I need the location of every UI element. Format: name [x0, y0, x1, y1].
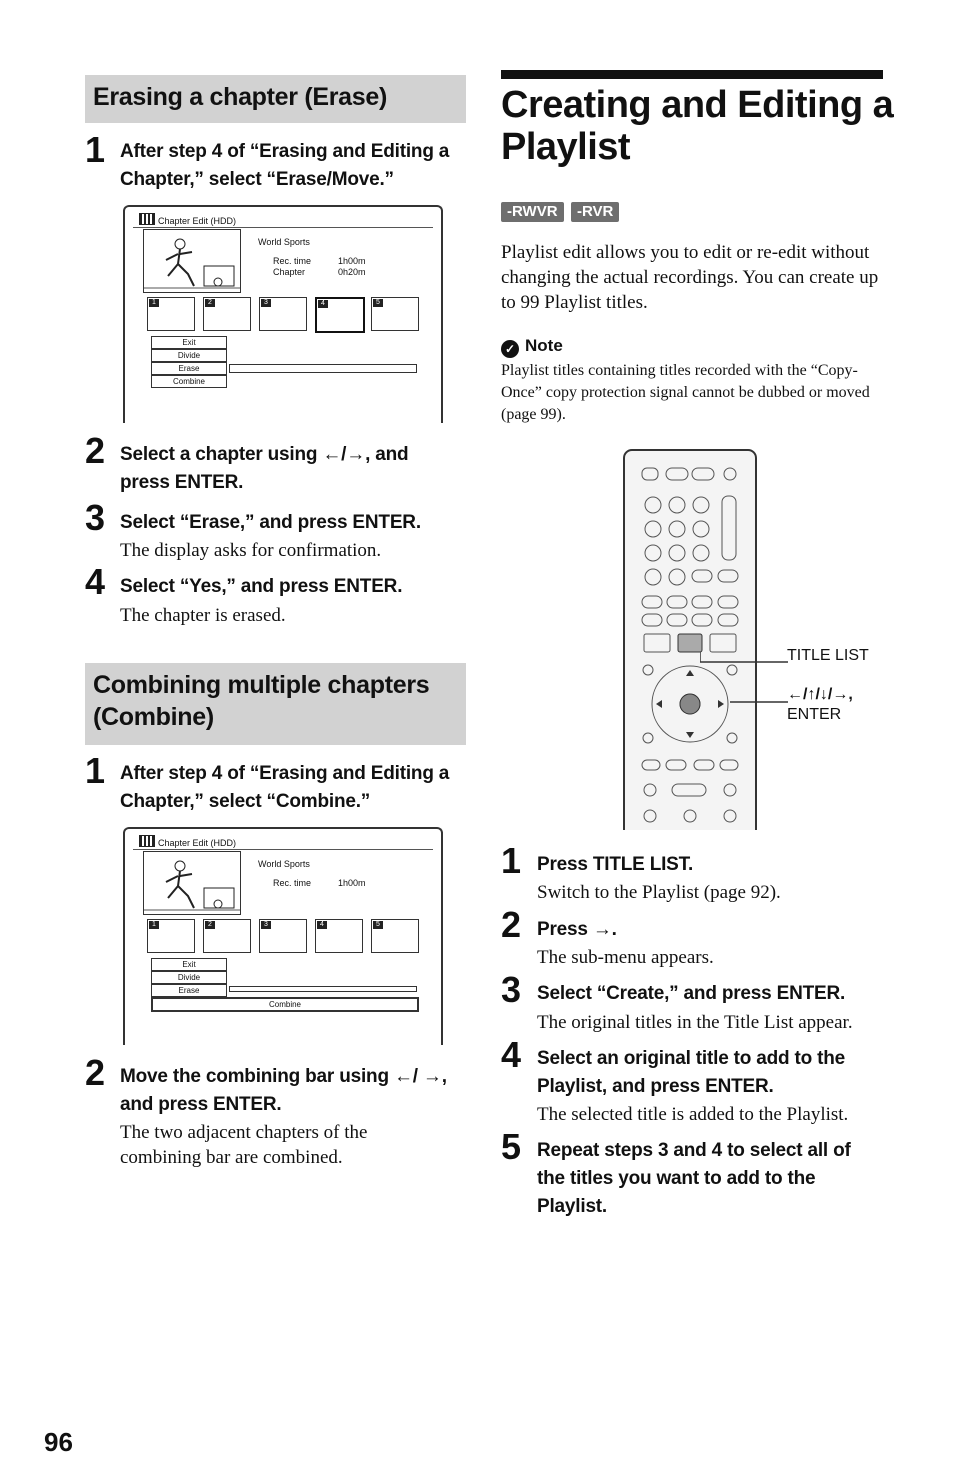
step-number: 3 [85, 497, 106, 538]
screen-title-text: Chapter Edit (HDD) [158, 216, 237, 226]
chapter-label: Chapter [273, 267, 306, 277]
enter-label: ENTER [787, 706, 842, 723]
step-text: Press →. [537, 919, 617, 940]
menu-item-divide[interactable]: Divide [151, 349, 227, 362]
note-heading [501, 335, 563, 358]
menu-item-exit[interactable]: Exit [151, 958, 227, 971]
section-heading-erase [85, 75, 466, 123]
thumb-number: 1 [149, 299, 159, 307]
screen-title [139, 835, 236, 848]
step-text-part: Select a chapter using [120, 444, 318, 465]
chapter-thumbnail[interactable] [371, 919, 419, 953]
thumb-number: 2 [205, 299, 215, 307]
step-text-part: , and press ENTER. [120, 444, 409, 493]
note-text: Playlist titles containing titles recorded with the “Copy-Once” copy protection signal cannot be dubbed or moved (page 99). [501, 362, 870, 423]
step-number: 2 [85, 430, 106, 471]
note-icon: ✓ [501, 340, 519, 358]
chapter-edit-screen [123, 205, 443, 423]
arrows-label: ←/↑/↓/→, [787, 686, 853, 703]
chapter-thumbnail[interactable] [203, 297, 251, 331]
note-label: Note [525, 336, 563, 355]
step-number: 4 [85, 561, 106, 602]
step-text-part: Move the combining bar using ←/ [120, 1066, 418, 1087]
heading-text: Erasing a chapter (Erase) [93, 83, 388, 111]
chapter-thumbnail[interactable] [371, 297, 419, 331]
program-name: World Sports [258, 237, 310, 247]
step-text: After step 4 of “Erasing and Editing a Chapter,” select “Combine.” [120, 763, 450, 812]
step-text [120, 1063, 450, 1119]
title-line: Playlist [501, 126, 631, 168]
step-description: The chapter is erased. [120, 605, 286, 626]
step-number: 2 [85, 1052, 106, 1093]
chapter-value: 0h20m [338, 267, 366, 277]
step-number: 2 [501, 904, 522, 945]
preview-image [143, 229, 241, 293]
step-description: The original titles in the Title List appear. [537, 1012, 853, 1033]
step-number: 4 [501, 1034, 522, 1075]
rec-time-label: Rec. time [273, 256, 312, 266]
step-text-part: →, and press ENTER. [120, 1066, 447, 1115]
chapter-thumbnail[interactable] [147, 297, 195, 331]
page-title [501, 84, 901, 168]
chapter-edit-screen [123, 827, 443, 1045]
title-rule [501, 70, 883, 79]
film-icon [139, 835, 155, 847]
title-line: Creating and Editing a [501, 84, 894, 126]
thumb-number: 4 [318, 300, 328, 308]
menu-item-combine[interactable]: Combine [151, 375, 227, 388]
section-heading-combine [85, 663, 466, 745]
thumb-number: 4 [317, 921, 327, 929]
thumb-number: 5 [373, 921, 383, 929]
step-text [120, 441, 460, 497]
remote-control-illustration [622, 448, 758, 830]
chapter-thumbnail[interactable] [203, 919, 251, 953]
step-description: The display asks for confirmation. [120, 540, 382, 561]
menu-item-erase[interactable]: Erase [151, 362, 227, 375]
chapter-thumbnail[interactable] [259, 919, 307, 953]
step-description: The sub-menu appears. [537, 947, 714, 968]
screen-title [139, 213, 236, 226]
step-number: 5 [501, 1126, 522, 1167]
chapter-bar [229, 364, 417, 373]
combining-bar[interactable] [229, 986, 417, 992]
menu-item-erase[interactable]: Erase [151, 984, 227, 997]
title-list-label: TITLE LIST [787, 647, 869, 664]
rec-time-value: 1h00m [338, 256, 366, 266]
rec-time-value: 1h00m [338, 878, 366, 888]
chapter-thumbnail-selected[interactable] [315, 297, 365, 333]
step-text: Select “Create,” and press ENTER. [537, 983, 846, 1004]
page-number: 96 [44, 1427, 73, 1457]
format-badge-rwvr: -RWVR [501, 202, 564, 222]
menu-item-combine[interactable]: Combine [151, 997, 419, 1012]
step-description: The selected title is added to the Playlist. [537, 1104, 849, 1125]
step-number: 3 [501, 969, 522, 1010]
thumb-number: 3 [261, 921, 271, 929]
menu-item-divide[interactable]: Divide [151, 971, 227, 984]
step-number: 1 [501, 840, 522, 881]
screen-title-text: Chapter Edit (HDD) [158, 838, 237, 848]
step-description: Switch to the Playlist (page 92). [537, 882, 781, 903]
rec-time-label: Rec. time [273, 878, 312, 888]
thumb-number: 2 [205, 921, 215, 929]
thumb-number: 1 [149, 921, 159, 929]
step-text: Repeat steps 3 and 4 to select all of the titles you want to add to the Playlist. [537, 1140, 851, 1217]
step-text: Press TITLE LIST. [537, 854, 694, 875]
step-text: Select “Yes,” and press ENTER. [120, 576, 403, 597]
thumb-number: 5 [373, 299, 383, 307]
heading-text: Combining multiple chapters (Combine) [93, 671, 430, 731]
step-number: 1 [85, 129, 106, 170]
step-description: The two adjacent chapters of the combining bar are combined. [120, 1122, 368, 1168]
step-text: After step 4 of “Erasing and Editing a Chapter,” select “Erase/Move.” [120, 141, 450, 190]
thumb-number: 3 [261, 299, 271, 307]
preview-image [143, 851, 241, 915]
chapter-thumbnail[interactable] [259, 297, 307, 331]
chapter-thumbnail[interactable] [315, 919, 363, 953]
arrow-icons: ←/→ [322, 444, 366, 465]
step-text: Select “Erase,” and press ENTER. [120, 512, 421, 533]
intro-paragraph: Playlist edit allows you to edit or re-edit without changing the actual recordings. You can create up to 99 Playlist titles. [501, 242, 879, 313]
format-badge-rvr: -RVR [571, 202, 619, 222]
chapter-thumbnail[interactable] [147, 919, 195, 953]
menu-item-exit[interactable]: Exit [151, 336, 227, 349]
step-text: Select an original title to add to the Playlist, and press ENTER. [537, 1048, 846, 1097]
program-name: World Sports [258, 859, 310, 869]
film-icon [139, 213, 155, 225]
callout-lines [700, 640, 790, 710]
step-number: 1 [85, 750, 106, 791]
